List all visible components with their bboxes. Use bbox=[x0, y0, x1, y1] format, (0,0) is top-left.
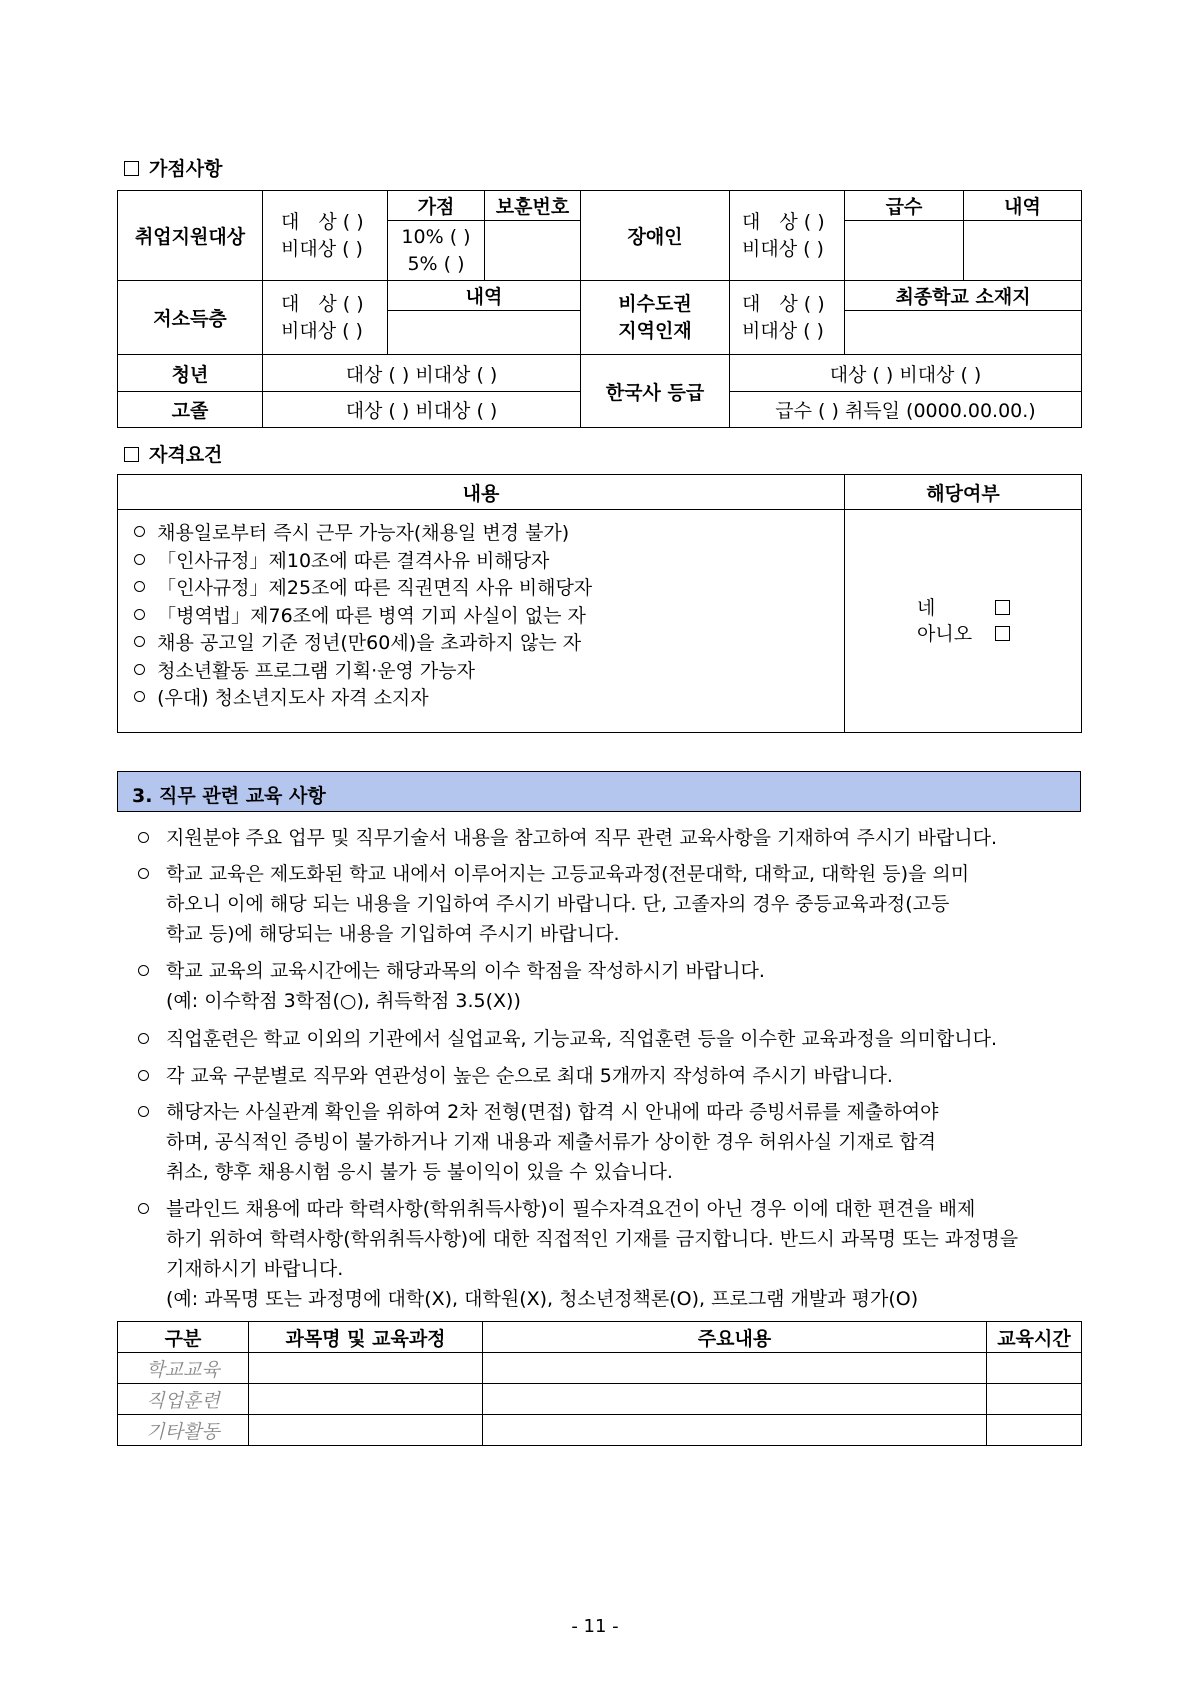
list-item: 청소년활동 프로그램 기획·운영 가능자 bbox=[134, 658, 844, 686]
employment-support-label: 취업지원대상 bbox=[118, 191, 263, 281]
hours-cell[interactable] bbox=[987, 1415, 1082, 1446]
list-item: 「병역법」제76조에 따른 병역 기피 사실이 없는 자 bbox=[134, 603, 844, 631]
row-category: 기타활동 bbox=[118, 1415, 249, 1446]
education-paragraph-5: 각 교육 구분별로 직무와 연관성이 높은 순으로 최대 5개까지 작성하여 주시기 바랍니다. bbox=[138, 1061, 1078, 1091]
hours-cell[interactable] bbox=[987, 1384, 1082, 1415]
disabled-label: 장애인 bbox=[581, 191, 730, 281]
education-paragraph-4: 직업훈련은 학교 이외의 기관에서 실업교육, 기능교육, 직업훈련 등을 이수한 교육과정을 의미합니다. bbox=[138, 1024, 1078, 1054]
list-item: (우대) 청소년지도사 자격 소지자 bbox=[134, 685, 844, 713]
course-cell[interactable] bbox=[249, 1353, 483, 1384]
low-income-options: 대 상 ( ) 비대상 ( ) bbox=[263, 281, 388, 355]
square-bullet-icon bbox=[124, 447, 139, 462]
school-location-header: 최종학교 소재지 bbox=[845, 281, 1082, 311]
circle-bullet-icon bbox=[138, 868, 149, 879]
col-category-header: 구분 bbox=[118, 1322, 249, 1353]
qualification-title-text: 자격요건 bbox=[149, 444, 223, 466]
circle-bullet-icon bbox=[134, 664, 145, 675]
low-income-label: 저소득층 bbox=[118, 281, 263, 355]
content-cell[interactable] bbox=[483, 1384, 987, 1415]
list-item: 채용일로부터 즉시 근무 가능자(채용일 변경 불가) bbox=[134, 520, 844, 548]
education-section-title: 3. 직무 관련 교육 사항 bbox=[132, 785, 326, 807]
circle-bullet-icon bbox=[134, 554, 145, 565]
content-cell[interactable] bbox=[483, 1415, 987, 1446]
row-category: 직업훈련 bbox=[118, 1384, 249, 1415]
low-income-detail-header: 내역 bbox=[388, 281, 581, 311]
col-main-content-header: 주요내용 bbox=[483, 1322, 987, 1353]
circle-bullet-icon bbox=[134, 691, 145, 702]
bonus-title-text: 가점사항 bbox=[149, 158, 223, 180]
education-paragraph-1: 지원분야 주요 업무 및 직무기술서 내용을 참고하여 직무 관련 교육사항을 기재하여 주시기 바랍니다. bbox=[138, 823, 1078, 853]
education-paragraph-7: 블라인드 채용에 따라 학력사항(학위취득사항)이 필수자격요건이 아닌 경우 이에 대한 편견을 배제 하기 위하여 학력사항(학위취득사항)에 대한 직접적인 기재를 금지합니다. 반드시 과목명 또는 과정명을 기재하시기 바랍니다. (예: 과목명 또는 과정명에 대학(X), 대학원(X), 청소년정책론(O), 프로그램 개발과 평가(O) bbox=[138, 1194, 1078, 1314]
applicable-cell bbox=[845, 510, 1082, 733]
list-item: 「인사규정」제10조에 따른 결격사유 비해당자 bbox=[134, 548, 844, 576]
no-checkbox[interactable] bbox=[995, 626, 1010, 641]
youth-value: 대상 ( ) 비대상 ( ) bbox=[263, 355, 581, 392]
circle-bullet-icon bbox=[138, 1203, 149, 1214]
education-section-header bbox=[117, 771, 1081, 812]
col-bonus-header: 가점 bbox=[388, 191, 485, 221]
education-paragraph-3: 학교 교육의 교육시간에는 해당과목의 이수 학점을 작성하시기 바랍니다. (예: 이수학점 3학점(○), 취득학점 3.5(X)) bbox=[138, 956, 1078, 1016]
high-school-value: 대상 ( ) 비대상 ( ) bbox=[263, 392, 581, 428]
circle-bullet-icon bbox=[134, 636, 145, 647]
education-table bbox=[117, 1321, 1082, 1446]
hours-cell[interactable] bbox=[987, 1353, 1082, 1384]
list-item: 채용 공고일 기준 정년(만60세)을 초과하지 않는 자 bbox=[134, 630, 844, 658]
non-capital-options: 대 상 ( ) 비대상 ( ) bbox=[730, 281, 845, 355]
course-cell[interactable] bbox=[249, 1415, 483, 1446]
korean-history-value1: 대상 ( ) 비대상 ( ) bbox=[730, 355, 1082, 392]
circle-bullet-icon bbox=[134, 609, 145, 620]
disabled-options: 대 상 ( ) 비대상 ( ) bbox=[730, 191, 845, 281]
circle-bullet-icon bbox=[138, 1070, 149, 1081]
employment-support-options: 대 상 ( ) 비대상 ( ) bbox=[263, 191, 388, 281]
education-paragraph-6: 해당자는 사실관계 확인을 위하여 2차 전형(면접) 합격 시 안내에 따라 증빙서류를 제출하여야 하며, 공식적인 증빙이 불가하거나 기재 내용과 제출서류가 상이한 경우 허위사실 기재로 합격 취소, 향후 채용시험 응시 불가 등 불이익이 있을 수 있습니다. bbox=[138, 1097, 1078, 1187]
table-row bbox=[118, 1353, 1082, 1384]
list-item: 「인사규정」제25조에 따른 직권면직 사유 비해당자 bbox=[134, 575, 844, 603]
circle-bullet-icon bbox=[138, 1033, 149, 1044]
col-detail-header: 내역 bbox=[964, 191, 1082, 221]
education-paragraph-2: 학교 교육은 제도화된 학교 내에서 이루어지는 고등교육과정(전문대학, 대학교, 대학원 등)을 의미 하오니 이에 해당 되는 내용을 기입하여 주시기 바랍니다. 단, 고졸자의 경우 중등교육과정(고등 학교 등)에 해당되는 내용을 기입하여 주시기 바랍니다. bbox=[138, 859, 1078, 949]
disabled-grade-cell[interactable] bbox=[845, 221, 964, 281]
circle-bullet-icon bbox=[138, 832, 149, 843]
table-row bbox=[118, 1384, 1082, 1415]
col-content-header: 내용 bbox=[118, 475, 845, 510]
veteran-number-cell[interactable] bbox=[485, 221, 581, 281]
circle-bullet-icon bbox=[138, 965, 149, 976]
table-row bbox=[118, 1415, 1082, 1446]
col-course-header: 과목명 및 교육과정 bbox=[249, 1322, 483, 1353]
circle-bullet-icon bbox=[134, 526, 145, 537]
youth-label: 청년 bbox=[118, 355, 263, 392]
content-cell[interactable] bbox=[483, 1353, 987, 1384]
korean-history-value2: 급수 ( ) 취득일 (0000.00.00.) bbox=[730, 392, 1082, 428]
square-bullet-icon bbox=[124, 161, 139, 176]
bonus-table bbox=[117, 190, 1082, 428]
col-number-header: 보훈번호 bbox=[485, 191, 581, 221]
non-capital-label: 비수도권 지역인재 bbox=[581, 281, 730, 355]
no-option[interactable]: 아니오 bbox=[917, 621, 1081, 647]
yes-checkbox[interactable] bbox=[995, 600, 1010, 615]
korean-history-label: 한국사 등급 bbox=[581, 355, 730, 428]
qualification-table bbox=[117, 474, 1082, 733]
circle-bullet-icon bbox=[134, 581, 145, 592]
col-hours-header: 교육시간 bbox=[987, 1322, 1082, 1353]
circle-bullet-icon bbox=[138, 1106, 149, 1117]
school-location-cell[interactable] bbox=[845, 311, 1082, 355]
bonus-options: 10% ( ) 5% ( ) bbox=[388, 221, 485, 281]
bonus-section-title bbox=[124, 154, 222, 181]
col-grade-header: 급수 bbox=[845, 191, 964, 221]
col-applicable-header: 해당여부 bbox=[845, 475, 1082, 510]
high-school-label: 고졸 bbox=[118, 392, 263, 428]
yes-option[interactable]: 네 bbox=[917, 595, 1081, 621]
course-cell[interactable] bbox=[249, 1384, 483, 1415]
disabled-detail-cell[interactable] bbox=[964, 221, 1082, 281]
qualification-list bbox=[118, 510, 845, 733]
qualification-section-title bbox=[124, 440, 222, 467]
low-income-detail-cell[interactable] bbox=[388, 311, 581, 355]
row-category: 학교교육 bbox=[118, 1353, 249, 1384]
page-number: - 11 - bbox=[571, 1616, 619, 1637]
